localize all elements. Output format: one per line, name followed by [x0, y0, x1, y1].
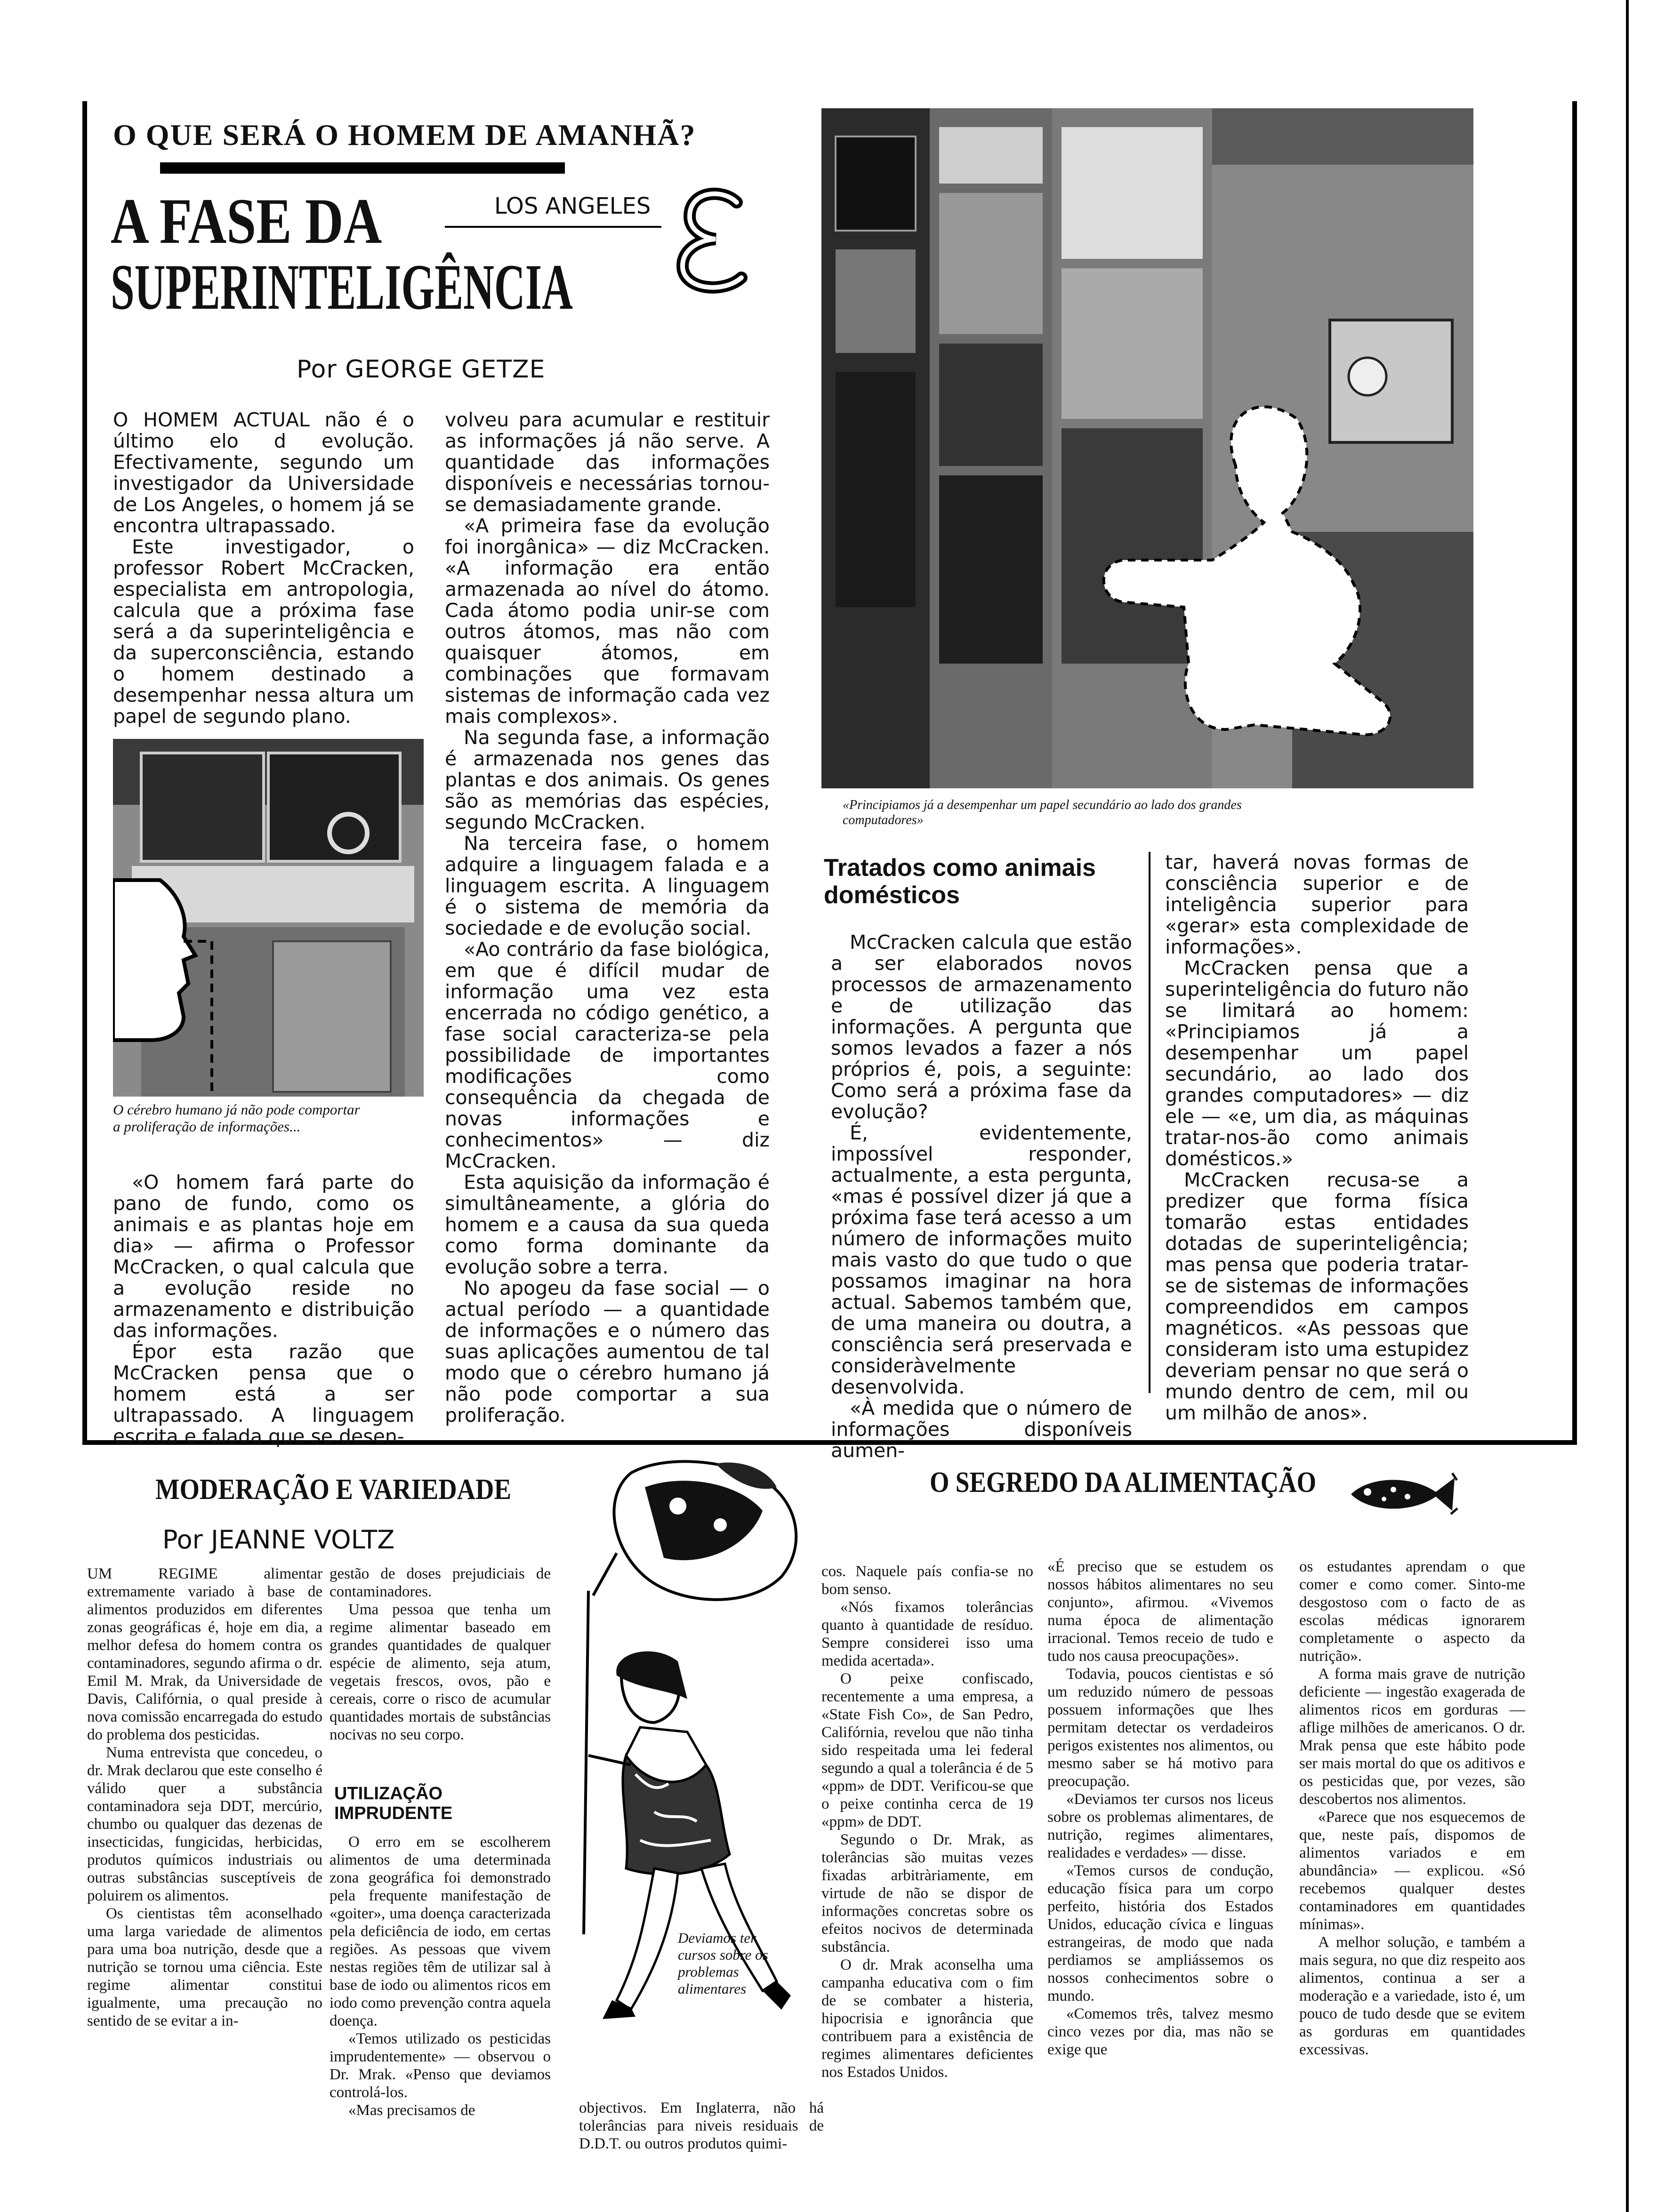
paragraph: Numa entrevista que concedeu, o dr. Mrak declarou que este conselho é válido quer a substância contaminadora seja DDT, mercúrio, chumbo ou qualquer das dezenas de insecticidas, fungicidas, herbicidas, produtos químicos industriais ou outras substâncias susceptíveis de poluirem os alimentos.	[87, 1744, 322, 1904]
paragraph: Na terceira fase, o homem adquire a linguagem falada e a linguagem escrita. A linguagem é o sistema de memória da sociedade e de evolução social.	[445, 832, 770, 939]
bottom-byline: Por JEANNE VOLTZ	[162, 1525, 395, 1555]
paragraph: McCracken pensa que a superinteligência do futuro não se limitará ao homem: «Principiamos já a desempenhar um papel secundário, ao lado dos grandes computadores» — diz ele — «e, um dia, as máquinas tratar-nos-ão como animais domésticos.»	[1165, 957, 1469, 1170]
paragraph: os estudantes aprendam o que comer e como comer. Sinto-me desgostoso com o facto de as escolas médicas ignorarem completamente o aspecto da nutrição».	[1299, 1558, 1525, 1665]
paragraph: «Temos utilizado os pesticidas imprudentemente» — observou o Dr. Mrak. «Penso que deviamos controlá-los.	[330, 2030, 551, 2101]
bottom-col6	[1299, 1558, 1525, 2059]
dateline-rule	[445, 226, 661, 228]
paragraph: «Comemos três, talvez mesmo cinco vezes por dia, mas não se exige que	[1047, 2005, 1273, 2058]
paragraph: «A primeira fase da evolução foi inorgânica» — diz McCracken. «A informação era então armazenada ao nível do átomo. Cada átomo podia unir-se com outros átomos, mas não com quaisquer átomos, em combinações que formavam sistemas de informação cada vez mais complexos».	[445, 514, 770, 728]
paragraph: cos. Naquele país confia-se no bom senso.	[821, 1563, 1033, 1598]
bottom-headline-right: O SEGREDO DA ALIMENTAÇÃO	[930, 1467, 1317, 1499]
paragraph: «Parece que nos esquecemos de que, neste país, dispomos de alimentos variados e em abundância» — explicou. «Só recebemos qualquer destes contaminadores em quantidades mínimas».	[1299, 1809, 1525, 1933]
paragraph: «Ao contrário da fase biológica, em que é difícil mudar de informação uma vez esta encerrada no código genético, a fase social caracteriza-se pela possibilidade de importantes modificações como consequência da chegada de novas informações e conhecimentos» — diz McCracken.	[445, 938, 770, 1172]
top-col2	[445, 409, 770, 1426]
paragraph: gestão de doses prejudiciais de contaminadores.	[330, 1565, 551, 1600]
kicker: O QUE SERÁ O HOMEM DE AMANHÃ?	[113, 118, 696, 152]
page-edge	[1626, 0, 1629, 2212]
paragraph: A forma mais grave de nutrição deficiente — ingestão exagerada de alimentos ricos em gorduras — aflige milhões de americanos. O dr. Mrak pensa que este hábito pode ser mais mortal do que os aditivos e os pesticidas que, por vezes, são descobertos nos alimentos.	[1299, 1666, 1525, 1808]
paragraph: Todavia, poucos cientistas e só um reduzido número de pessoas possuem informações que lhes permitam detectar os verdadeiros perigos existentes nos alimentos, ou mesmo saber se há motivo para preocupação.	[1047, 1666, 1273, 1790]
photo-terminal	[113, 739, 424, 1097]
paragraph: Os cientistas têm aconselhado uma larga variedade de alimentos para uma boa nutrição, desde que a nutrição se tornou uma ciência. Este regime alimentar constitui igualmente, uma precaução no sentido de se evitar a in-	[87, 1905, 322, 2029]
bottom-col2b	[330, 1833, 551, 2119]
paragraph: «Deviamos ter cursos nos liceus sobre os problemas alimentares, de nutrição, regimes alimentares, realidades e verdades» — disse.	[1047, 1791, 1273, 1861]
paragraph: objectivos. Em Inglaterra, não há tolerâncias para niveis residuais de D.D.T. ou outros produtos quimi-	[579, 2100, 824, 2152]
paragraph: É, evidentemente, impossível responder, actualmente, a esta pergunta, «mas é possível dizer já que a próxima fase terá acesso a um número de informações muito mais vasto do que tudo o que possamos imaginar na hora actual. Sabemos também que, de uma maneira ou doutra, a consciência será preservada e consideràvelmente desenvolvida.	[831, 1122, 1132, 1398]
paragraph: «É preciso que se estudem os nossos hábitos alimentares no seu conjunto», afirmou. «Vivemos numa época de alimentação irracional. Temos receio de tudo e tudo nos causa preocupações».	[1047, 1558, 1273, 1665]
paragraph: Este investigador, o professor Robert McCracken, especialista em antropologia, calcula que a próxima fase será a da superinteligência e da superconsciência, estando o homem destinado a desempenhar nessa altura um papel de segundo plano.	[113, 536, 414, 728]
paragraph: O erro em se escolherem alimentos de uma determinada zona geográfica foi demonstrado pela frequente manifestação de «goiter», uma doença caracterizada pela deficiência de iodo, em certas regiões. As pessoas que vivem nestas regiões têm de utilizar sal à base de iodo ou alimentos ricos em iodo como prevenção contra aquela doença.	[330, 1834, 551, 2029]
paragraph: «Nós fixamos tolerâncias quanto à quantidade de resíduo. Sempre considerei isso uma medida acertada».	[821, 1599, 1033, 1669]
bottom-col2a	[330, 1565, 551, 1744]
bottom-col1	[87, 1565, 322, 2030]
photo-computer-room	[821, 108, 1473, 788]
bottom-headline-left: MODERAÇÃO E VARIEDADE	[155, 1474, 511, 1506]
paragraph: Épor esta razão que McCracken pensa que o homem está a ser ultrapassado. A linguagem escrita e falada que se desen-	[113, 1340, 414, 1448]
dateline: LOS ANGELES	[494, 193, 651, 219]
top-col3	[831, 932, 1132, 1461]
paragraph: UM REGIME alimentar extremamente variado à base de alimentos produzidos em diferentes zonas geográficas é, hoje em dia, a melhor defesa do homem contra os contaminadores, segundo afirma o dr. Emil M. Mrak, da Universidade de Davis, Califórnia, o qual preside à nova comissão encarregada do estudo do problema dos pesticidas.	[87, 1565, 322, 1743]
byline: Por GEORGE GETZE	[297, 355, 546, 384]
bottom-subhead: UTILIZAÇÃO IMPRUDENTE	[334, 1784, 453, 1823]
paragraph: «Mas precisamos de	[348, 2102, 475, 2119]
paragraph: No apogeu da fase social — o actual período — a quantidade de informações e o número das suas aplicações aumentou de tal modo que o cérebro humano já não pode comportar a sua proliferação.	[445, 1277, 770, 1427]
photo-computer-room-caption: «Principiamos já a desempenhar um papel secundário ao lado dos grandes computadores»	[843, 798, 1242, 827]
illustration-girl	[560, 1454, 824, 2094]
paragraph: McCracken calcula que estão a ser elaborados novos processos de armazenamento e de utilização das informações. A pergunta que somos levados a fazer a nós próprios é, pois, a seguinte: Como será a próxima fase da evolução?	[831, 931, 1132, 1123]
paragraph: O HOMEM ACTUAL não é o último elo d evolução. Efectivamente, segundo um investigador da Universidade de Los Angeles, o homem já se encontra ultrapassado.	[113, 409, 414, 537]
title-line1: A FASE DA	[111, 185, 382, 257]
paragraph: Esta aquisição da informação é simultâneamente, a glória do homem e a causa da sua queda como forma dominante da evolução sobre a terra.	[445, 1171, 770, 1278]
bottom-col5	[1047, 1558, 1273, 2059]
column-divider	[1149, 852, 1150, 1393]
paragraph: «Temos cursos de condução, educação física para um corpo perfeito, história dos Estados Unidos, educação cívica e linguas estrangeiras, de modo que nada perdiamos se ampliássemos os nossos conhecimentos sobre o mundo.	[1047, 1862, 1273, 2004]
title-line2: SUPERINTELIGÊNCIA	[111, 251, 573, 323]
fish-icon	[1342, 1471, 1459, 1518]
initial-e-ornament	[671, 184, 756, 297]
paragraph: tar, haverá novas formas de consciência superior e de inteligência superior para «gerar» esta complexidade de informações».	[1165, 851, 1469, 958]
bottom-col3	[579, 2099, 824, 2153]
top-col1	[113, 409, 414, 727]
paragraph: Uma pessoa que tenha um regime alimentar baseado em grandes quantidades de qualquer espécie de alimento, seja atum, vegetais frescos, ovos, pão e cereais, corre o risco de acumular quantidades mortais de substâncias nocivas no seu corpo.	[330, 1601, 551, 1743]
paragraph: O peixe confiscado, recentemente a uma empresa, a «State Fish Co», de San Pedro, Califórnia, revelou que não tinha sido respeitada uma lei federal segundo a qual a tolerância é de 5 «ppm» de DDT. Verificou-se que o peixe continha cerca de 19 «ppm» de DDT.	[821, 1670, 1033, 1830]
top-subhead: Tratados como animais domésticos	[824, 854, 1096, 909]
paragraph: Segundo o Dr. Mrak, as tolerâncias são muitas vezes fixadas arbitràriamente, em virtude de não se dispor de informações concretas sobre os efeitos nocivos de determinada substância.	[821, 1831, 1033, 1956]
kicker-underline	[160, 162, 565, 174]
photo-terminal-caption: O cérebro humano já não pode comportar a proliferação de informações...	[113, 1101, 360, 1135]
top-col1b	[113, 1172, 414, 1447]
paragraph: McCracken recusa-se a predizer que forma física tomarão estas entidades dotadas de superinteligência; mas pensa que poderia tratar-se de sistemas de informações compreendidos em campos magnéticos. «As pessoas que consideram isto uma estupidez deveriam pensar no que será o mundo dentro de cem, mil ou um milhão de anos».	[1165, 1169, 1469, 1424]
paragraph: A melhor solução, e também a mais segura, no que diz respeito aos alimentos, continua a ser a moderação e a variedade, isto é, um pouco de tudo desde que se evitem as gorduras em quantidades excessivas.	[1299, 1934, 1525, 2058]
paragraph: «O homem fará parte do pano de fundo, como os animais e as plantas hoje em dia» — afirma o Professor McCracken, o qual calcula que a evolução reside no armazenamento e distribuição das informações.	[113, 1171, 414, 1342]
top-col4	[1165, 852, 1469, 1424]
paragraph: volveu para acumular e restituir as informações já não serve. A quantidade das informações disponíveis e necessárias tornou-se demasiadamente grande.	[445, 409, 770, 516]
paragraph: Na segunda fase, a informação é armazenada nos genes das plantas e dos animais. Os genes são as memórias das espécies, segundo McCracken.	[445, 726, 770, 834]
illustration-caption: Deviamos ter cursos sobre os problemas alimentares	[678, 1930, 768, 1997]
paragraph: «À medida que o número de informações disponíveis aumen-	[831, 1397, 1132, 1462]
paragraph: O dr. Mrak aconselha uma campanha educativa com o fim de se combater a histeria, hipocrisia e ignorância que contribuem para a existência de regimes alimentares deficientes nos Estados Unidos.	[821, 1956, 1033, 2081]
bottom-col4	[821, 1563, 1033, 2081]
